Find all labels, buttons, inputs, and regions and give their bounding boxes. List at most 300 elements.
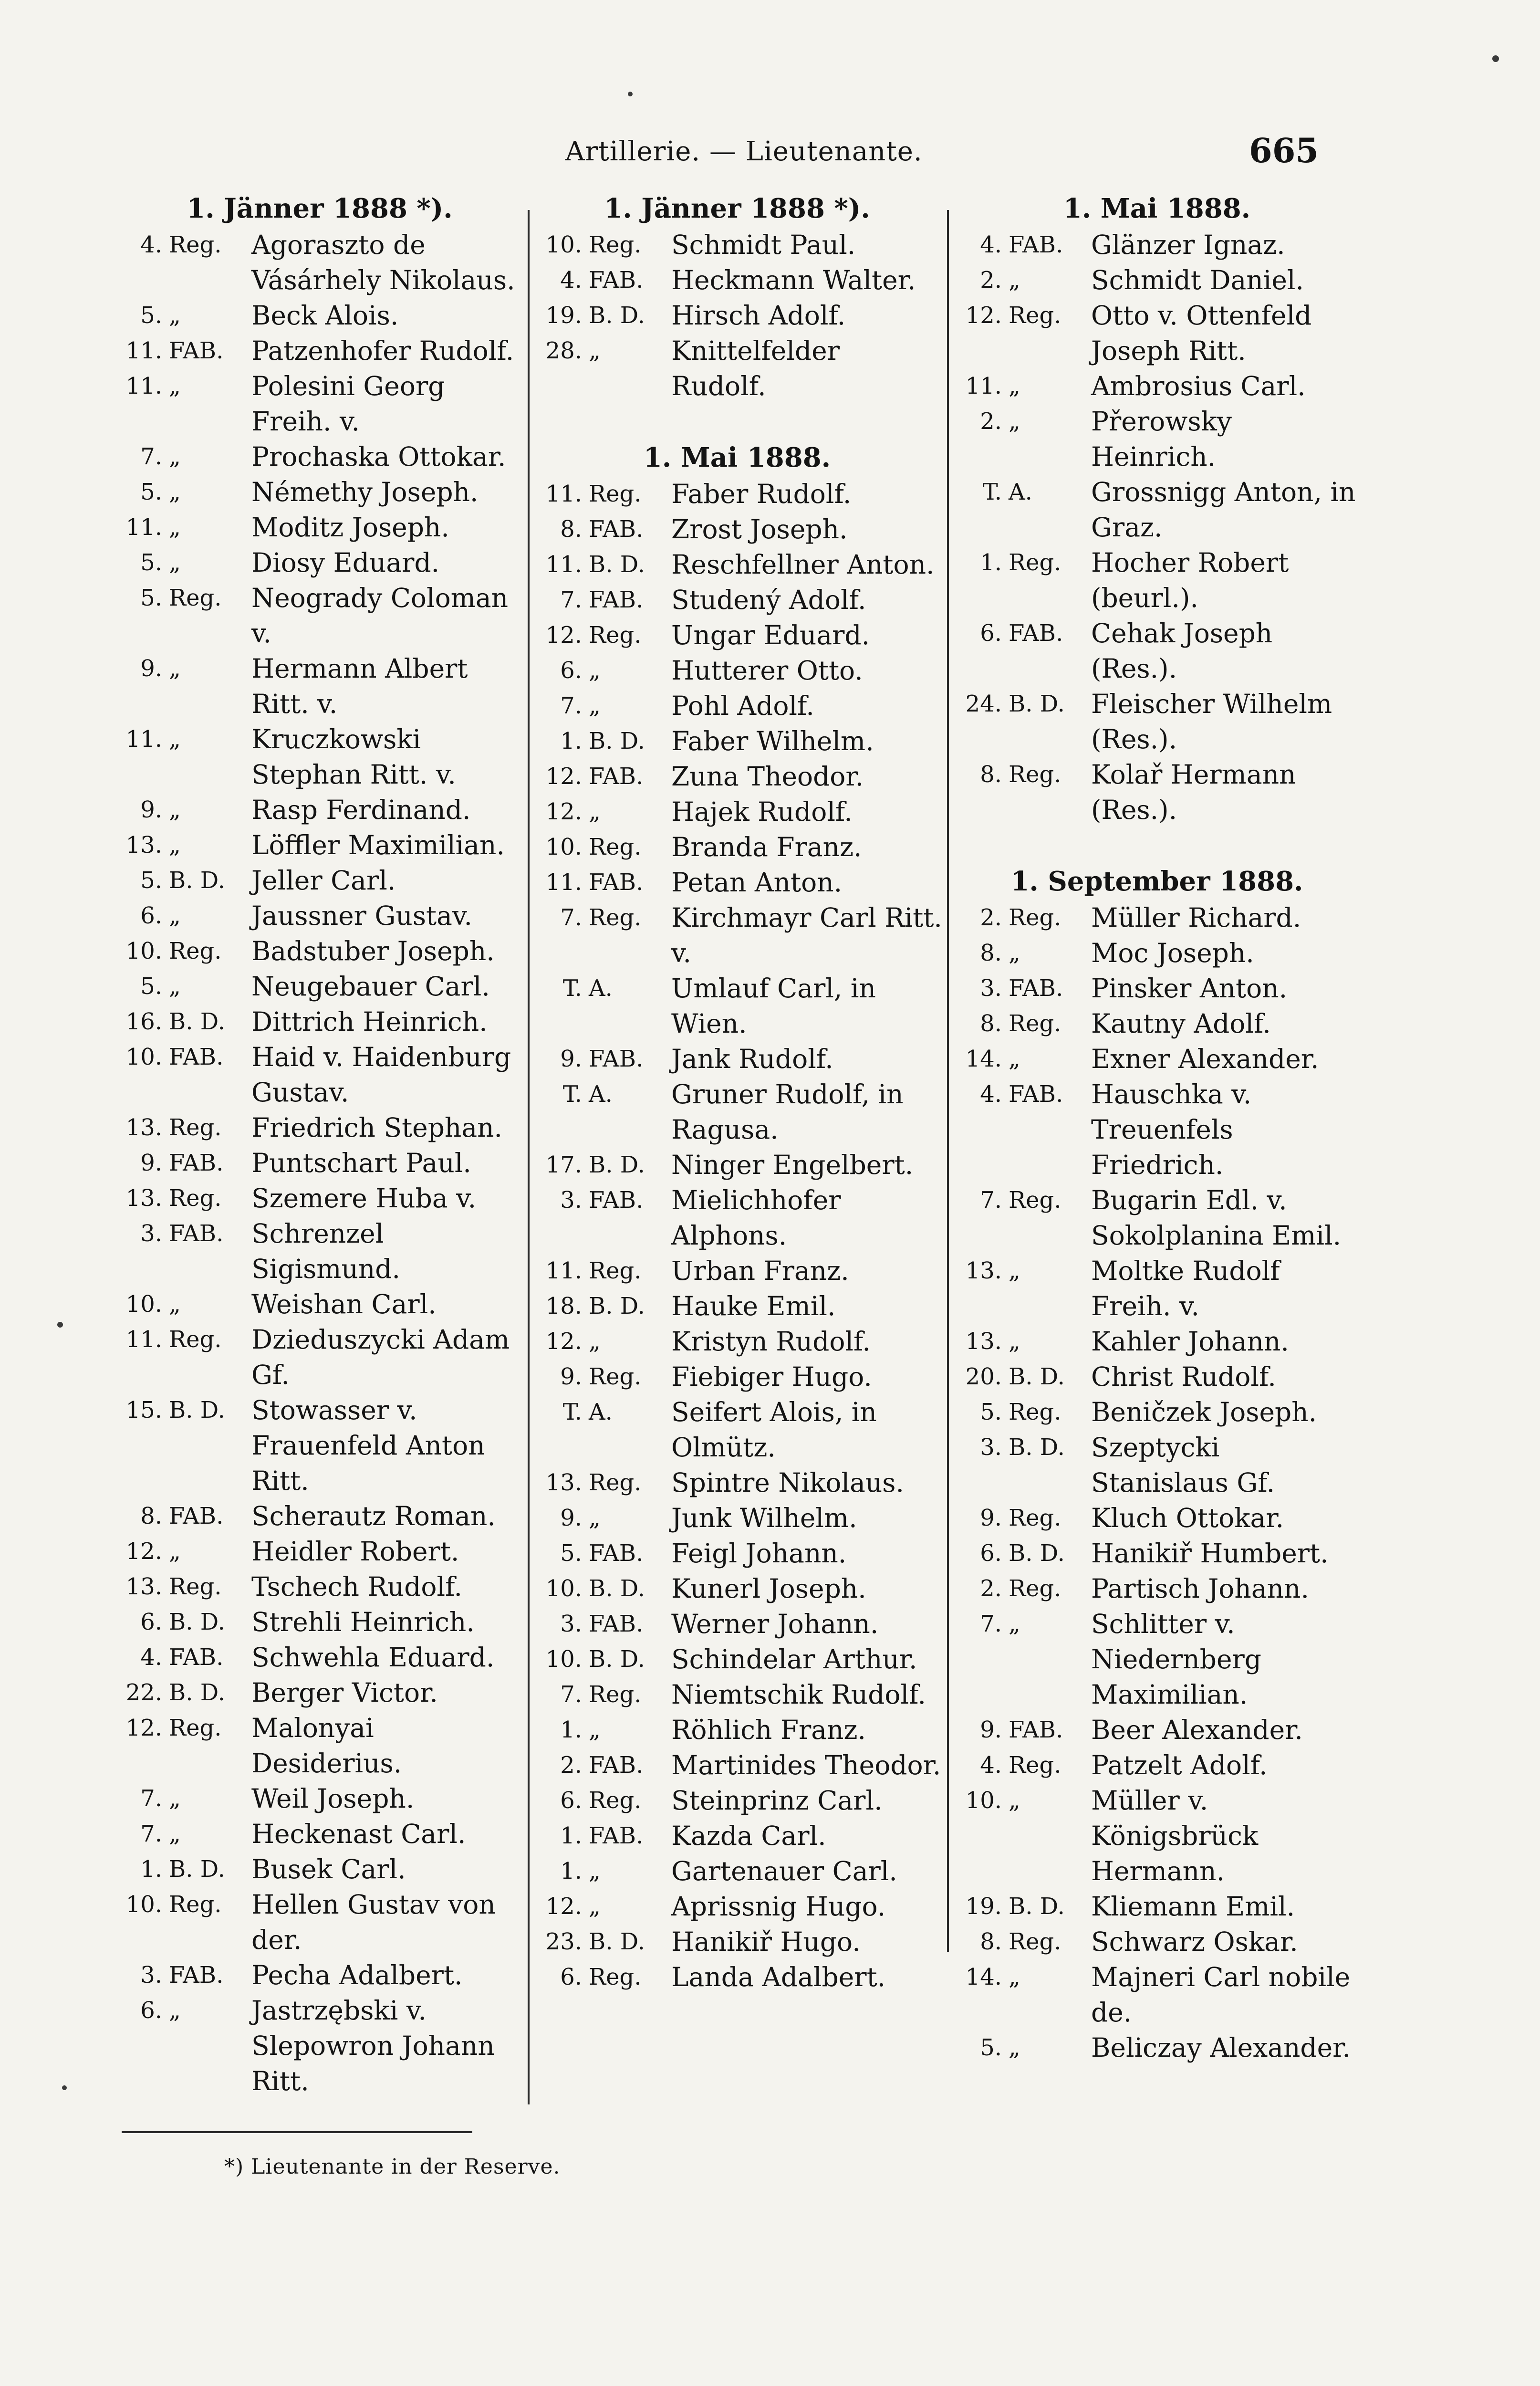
- entry-number: 6.: [140, 902, 162, 929]
- entry-number: 11.: [125, 726, 162, 753]
- entry-number: 6.: [560, 1964, 582, 1990]
- entry-unit: „: [589, 1716, 601, 1743]
- entry-unit: B. D.: [169, 1008, 225, 1035]
- entry-name: Steinprinz Carl.: [671, 1785, 883, 1816]
- entry-unit: „: [169, 902, 181, 929]
- entry-name: Hajek Rudolf.: [671, 796, 853, 827]
- entry-unit: B. D.: [589, 1151, 645, 1178]
- entry-name: Kolař Hermann (Res.).: [1091, 759, 1296, 825]
- entry-number: 9.: [140, 796, 162, 823]
- entry-name: Junk Wilhelm.: [671, 1503, 857, 1533]
- entry-name: Ninger Engelbert.: [671, 1150, 914, 1180]
- list-item: [112, 474, 527, 510]
- entry-number: 14.: [965, 1964, 1002, 1990]
- entry-number: 10.: [545, 834, 582, 860]
- list-item: [532, 1889, 942, 1924]
- entry-name: Kunerl Joseph.: [671, 1573, 866, 1604]
- entry-number: 6.: [980, 620, 1002, 647]
- entry-number: 11.: [125, 1326, 162, 1353]
- list-item: [532, 971, 942, 1041]
- entry-name: Schmidt Paul.: [671, 230, 856, 260]
- list-item: [532, 512, 942, 547]
- entry-unit: Reg.: [1009, 302, 1061, 329]
- entry-name: Umlauf Carl, in Wien.: [671, 973, 876, 1039]
- entry-name: Faber Wilhelm.: [671, 726, 874, 756]
- entry-number: 6.: [140, 1997, 162, 2024]
- entry-name: Moltke Rudolf Freih. v.: [1091, 1256, 1280, 1321]
- entry-number: 6.: [140, 1609, 162, 1635]
- entry-unit: „: [1009, 408, 1020, 435]
- entry-number: 20.: [965, 1363, 1002, 1390]
- entry-name: Szemere Huba v.: [251, 1183, 477, 1214]
- list-item: [532, 1536, 942, 1571]
- section-gap: [532, 404, 942, 440]
- list-item: [532, 1959, 942, 1995]
- entry-unit: „: [169, 973, 181, 1000]
- list-item: [532, 333, 942, 404]
- entry-number: T.: [562, 975, 582, 1002]
- column-2: [532, 191, 942, 1995]
- entry-unit: „: [169, 514, 181, 541]
- entry-name: Majneri Carl nobile de.: [1091, 1962, 1351, 2028]
- entry-unit: Reg.: [589, 481, 642, 507]
- entry-number: 7.: [560, 586, 582, 613]
- entry-name: Schrenzel Sigismund.: [251, 1218, 400, 1284]
- entry-unit: FAB.: [169, 1503, 224, 1529]
- list-item: [952, 1183, 1362, 1253]
- entry-number: 5.: [140, 302, 162, 329]
- entry-number: 11.: [125, 373, 162, 399]
- entry-number: 9.: [140, 655, 162, 682]
- entry-unit: „: [589, 337, 601, 364]
- entry-unit: B. D.: [589, 1575, 645, 1602]
- entry-unit: B. D.: [169, 867, 225, 894]
- entry-unit: Reg.: [169, 1715, 222, 1741]
- entry-number: 9.: [140, 1150, 162, 1176]
- column-divider: [947, 210, 949, 1952]
- entry-number: 10.: [125, 938, 162, 964]
- entry-number: 7.: [980, 1611, 1002, 1637]
- entry-number: 4.: [560, 267, 582, 293]
- ink-speck: [57, 1322, 63, 1328]
- entry-unit: „: [169, 796, 181, 823]
- entry-name: Scherautz Roman.: [251, 1501, 496, 1531]
- entry-unit: Reg.: [1009, 1399, 1061, 1425]
- entry-name: Gartenauer Carl.: [671, 1856, 897, 1886]
- list-item: [532, 829, 942, 865]
- entry-unit: B. D.: [169, 1856, 225, 1883]
- page-number: 665: [1249, 131, 1319, 170]
- entry-name: Agoraszto de Vásárhely Nikolaus.: [251, 230, 515, 295]
- entry-number: 5.: [980, 1399, 1002, 1425]
- entry-name: Röhlich Franz.: [671, 1715, 866, 1745]
- list-item: [952, 262, 1362, 298]
- list-item: [952, 900, 1362, 935]
- entry-name: Puntschart Paul.: [251, 1148, 471, 1178]
- entry-name: Landa Adalbert.: [671, 1962, 886, 1992]
- entry-name: Hirsch Adolf.: [671, 300, 846, 331]
- list-item: [112, 1322, 527, 1392]
- entry-number: 4.: [980, 1081, 1002, 1108]
- list-item: [532, 794, 942, 829]
- entry-name: Mielichhofer Alphons.: [671, 1185, 841, 1251]
- entry-number: 8.: [980, 940, 1002, 966]
- entry-name: Kluch Ottokar.: [1091, 1503, 1284, 1533]
- entry-unit: FAB.: [169, 1150, 224, 1176]
- entry-name: Neugebauer Carl.: [251, 971, 490, 1002]
- entry-unit: B. D.: [1009, 691, 1065, 717]
- entry-name: Fiebiger Hugo.: [671, 1361, 872, 1392]
- entry-unit: Reg.: [589, 1964, 642, 1990]
- list-item: [952, 1959, 1362, 2030]
- entry-number: 13.: [125, 1573, 162, 1600]
- section-heading: 1. September 1888.: [1010, 866, 1303, 897]
- entry-unit: FAB.: [169, 1644, 224, 1671]
- list-item: [532, 1642, 942, 1677]
- list-item: [952, 757, 1362, 827]
- entry-unit: „: [1009, 1257, 1020, 1284]
- section-heading: 1. Jänner 1888 *).: [604, 193, 870, 224]
- list-item: [532, 723, 942, 759]
- entry-unit: „: [589, 692, 601, 719]
- entry-number: 2.: [560, 1752, 582, 1779]
- entry-name: Werner Johann.: [671, 1609, 879, 1639]
- entry-number: 4.: [140, 231, 162, 258]
- entry-name: Hauschka v. Treuenfels Friedrich.: [1091, 1079, 1252, 1180]
- entry-unit: Reg.: [169, 1573, 222, 1600]
- entry-unit: FAB.: [589, 869, 644, 896]
- list-item: [532, 1465, 942, 1500]
- entry-number: 4.: [980, 231, 1002, 258]
- entry-number: 5.: [560, 1540, 582, 1567]
- entry-unit: A.: [589, 1081, 613, 1108]
- entry-number: 3.: [560, 1187, 582, 1214]
- section-heading: 1. Jänner 1888 *).: [187, 193, 453, 224]
- entry-number: T.: [562, 1081, 582, 1108]
- entry-number: 17.: [545, 1151, 582, 1178]
- entry-unit: B. D.: [1009, 1363, 1065, 1390]
- entry-name: Zrost Joseph.: [671, 514, 848, 544]
- entry-number: T.: [982, 479, 1002, 505]
- list-item: [112, 1852, 527, 1887]
- list-item: [952, 368, 1362, 404]
- entry-number: 9.: [560, 1363, 582, 1390]
- entry-name: Beer Alexander.: [1091, 1715, 1303, 1745]
- entry-unit: B. D.: [169, 1609, 225, 1635]
- entry-number: 5.: [140, 973, 162, 1000]
- entry-unit: FAB.: [1009, 1081, 1063, 1108]
- entry-number: 7.: [560, 692, 582, 719]
- list-item: [532, 1253, 942, 1288]
- entry-unit: „: [169, 443, 181, 470]
- entry-unit: FAB.: [589, 1540, 644, 1567]
- entry-name: Diosy Eduard.: [251, 547, 440, 578]
- entry-unit: B. D.: [169, 1397, 225, 1423]
- entry-unit: „: [1009, 1328, 1020, 1355]
- entry-name: Schindelar Arthur.: [671, 1644, 917, 1674]
- entry-unit: „: [169, 1538, 181, 1565]
- list-item: [532, 262, 942, 298]
- entry-number: 5.: [140, 867, 162, 894]
- entry-name: Moditz Joseph.: [251, 512, 449, 543]
- entry-name: Petan Anton.: [671, 867, 843, 898]
- list-item: [112, 1710, 527, 1781]
- entry-unit: „: [1009, 1046, 1020, 1072]
- entry-number: 12.: [125, 1538, 162, 1565]
- entry-unit: Reg.: [589, 231, 642, 258]
- list-item: [112, 1534, 527, 1569]
- entry-unit: FAB.: [589, 763, 644, 790]
- entry-unit: „: [169, 549, 181, 576]
- list-item: [532, 298, 942, 333]
- list-item: [112, 969, 527, 1004]
- entry-name: Kirchmayr Carl Ritt. v.: [671, 902, 942, 968]
- list-item: [112, 1887, 527, 1957]
- entry-name: Branda Franz.: [671, 832, 862, 862]
- entry-name: Jank Rudolf.: [671, 1044, 833, 1074]
- footnote: *) Lieutenante in der Reserve.: [224, 2155, 561, 2179]
- entry-unit: B. D.: [1009, 1893, 1065, 1920]
- entry-number: 12.: [545, 622, 582, 649]
- entry-unit: B. D.: [1009, 1434, 1065, 1461]
- list-item: [112, 827, 527, 863]
- entry-number: 10.: [545, 231, 582, 258]
- entry-name: Moc Joseph.: [1091, 938, 1254, 968]
- list-item: [532, 1606, 942, 1642]
- list-item: [952, 1324, 1362, 1359]
- entry-unit: B. D.: [589, 551, 645, 578]
- entry-unit: FAB.: [169, 1044, 224, 1070]
- entry-number: 3.: [980, 975, 1002, 1002]
- entry-name: Fleischer Wilhelm (Res.).: [1091, 689, 1332, 754]
- entry-number: 7.: [980, 1187, 1002, 1214]
- entry-unit: B. D.: [589, 1646, 645, 1673]
- entry-name: Heckmann Walter.: [671, 265, 916, 295]
- entry-name: Jaussner Gustav.: [251, 900, 472, 931]
- entry-name: Némethy Joseph.: [251, 477, 479, 507]
- list-item: [952, 404, 1362, 474]
- entry-name: Aprissnig Hugo.: [671, 1891, 886, 1922]
- list-item: [532, 476, 942, 512]
- ink-speck: [1492, 55, 1499, 62]
- entry-number: 10.: [545, 1646, 582, 1673]
- entry-unit: B. D.: [169, 1679, 225, 1706]
- entry-name: Weishan Carl.: [251, 1289, 437, 1319]
- list-item: [952, 1889, 1362, 1924]
- entry-name: Christ Rudolf.: [1091, 1361, 1276, 1392]
- list-item: [112, 439, 527, 474]
- entry-name: Tschech Rudolf.: [251, 1571, 463, 1602]
- list-item: [112, 1039, 527, 1110]
- list-item: [952, 1041, 1362, 1077]
- entry-name: Cehak Joseph (Res.).: [1091, 618, 1273, 684]
- entry-number: 12.: [545, 1893, 582, 1920]
- entry-number: 2.: [980, 1575, 1002, 1602]
- entry-unit: „: [169, 655, 181, 682]
- list-item: [952, 474, 1362, 545]
- entry-number: 8.: [980, 761, 1002, 788]
- entry-name: Hermann Albert Ritt. v.: [251, 653, 468, 719]
- entry-name: Rasp Ferdinand.: [251, 795, 471, 825]
- entry-unit: FAB.: [1009, 620, 1063, 647]
- list-item: [952, 935, 1362, 971]
- entry-name: Hellen Gustav von der.: [251, 1889, 496, 1955]
- list-item: [112, 863, 527, 898]
- list-item: [952, 1077, 1362, 1183]
- entry-unit: Reg.: [169, 1114, 222, 1141]
- entry-name: Busek Carl.: [251, 1854, 406, 1884]
- entry-number: 2.: [980, 904, 1002, 931]
- list-item: [532, 1324, 942, 1359]
- entry-unit: B. D.: [589, 1928, 645, 1955]
- entry-unit: „: [169, 726, 181, 753]
- entry-unit: FAB.: [169, 1962, 224, 1988]
- entry-number: 7.: [560, 904, 582, 931]
- entry-name: Müller v. Königsbrück Hermann.: [1091, 1785, 1259, 1886]
- entry-number: 5.: [140, 585, 162, 611]
- entry-number: 7.: [140, 1821, 162, 1847]
- entry-unit: Reg.: [589, 1363, 642, 1390]
- entry-number: 2.: [980, 408, 1002, 435]
- entry-name: Kahler Johann.: [1091, 1326, 1289, 1357]
- list-item: [952, 1783, 1362, 1889]
- entry-name: Schwarz Oskar.: [1091, 1926, 1298, 1957]
- list-item: [112, 545, 527, 580]
- entry-number: 9.: [980, 1505, 1002, 1531]
- list-item: [952, 298, 1362, 368]
- entry-unit: Reg.: [1009, 1187, 1061, 1214]
- list-item: [112, 898, 527, 933]
- entry-name: Beničzek Joseph.: [1091, 1397, 1317, 1427]
- entry-name: Kristyn Rudolf.: [671, 1326, 871, 1357]
- section-heading: 1. Mai 1888.: [1063, 193, 1251, 224]
- entry-unit: „: [589, 1328, 601, 1355]
- entry-unit: Reg.: [1009, 1010, 1061, 1037]
- entry-number: 9.: [980, 1716, 1002, 1743]
- entry-number: 16.: [125, 1008, 162, 1035]
- list-item: [532, 1924, 942, 1959]
- entry-name: Patzelt Adolf.: [1091, 1750, 1268, 1780]
- list-item: [112, 333, 527, 368]
- entry-number: 12.: [545, 763, 582, 790]
- entry-unit: Reg.: [589, 834, 642, 860]
- entry-number: 4.: [140, 1644, 162, 1671]
- entry-number: 10.: [545, 1575, 582, 1602]
- list-item: [532, 1147, 942, 1183]
- list-item: [532, 1041, 942, 1077]
- entry-unit: FAB.: [589, 1822, 644, 1849]
- entry-name: Dittrich Heinrich.: [251, 1006, 488, 1037]
- entry-name: Partisch Johann.: [1091, 1573, 1309, 1604]
- entry-unit: B. D.: [589, 1293, 645, 1319]
- entry-name: Ambrosius Carl.: [1091, 371, 1306, 401]
- entry-number: 8.: [980, 1928, 1002, 1955]
- entry-name: Glänzer Ignaz.: [1091, 230, 1285, 260]
- entry-number: 1.: [560, 1716, 582, 1743]
- entry-name: Patzenhofer Rudolf.: [251, 335, 514, 366]
- entry-unit: Reg.: [169, 231, 222, 258]
- entry-number: 10.: [125, 1044, 162, 1070]
- list-item: [952, 1571, 1362, 1606]
- entry-unit: FAB.: [589, 586, 644, 613]
- entry-name: Zuna Theodor.: [671, 761, 864, 792]
- list-item: [952, 227, 1362, 262]
- list-item: [112, 1287, 527, 1322]
- entry-name: Pinsker Anton.: [1091, 973, 1288, 1004]
- entry-number: 5.: [140, 479, 162, 505]
- entry-number: 1.: [980, 549, 1002, 576]
- entry-name: Grossnigg Anton, in Graz.: [1091, 477, 1356, 543]
- entry-name: Exner Alexander.: [1091, 1044, 1319, 1074]
- entry-number: 19.: [545, 302, 582, 329]
- entry-number: 11.: [125, 337, 162, 364]
- entry-name: Pohl Adolf.: [671, 691, 814, 721]
- column-1: [112, 191, 527, 2099]
- list-item: [112, 1640, 527, 1675]
- entry-name: Jeller Carl.: [251, 865, 396, 896]
- entry-unit: „: [169, 832, 181, 858]
- entry-name: Löffler Maximilian.: [251, 830, 505, 860]
- list-item: [952, 2030, 1362, 2065]
- entry-name: Hanikiř Humbert.: [1091, 1538, 1329, 1569]
- entry-unit: „: [589, 657, 601, 684]
- entry-unit: FAB.: [169, 1220, 224, 1247]
- list-item: [532, 1853, 942, 1889]
- list-item: [532, 582, 942, 617]
- list-item: [532, 1183, 942, 1253]
- entry-unit: „: [1009, 1611, 1020, 1637]
- list-item: [532, 1712, 942, 1748]
- entry-name: Hocher Robert (beurl.).: [1091, 547, 1289, 613]
- list-item: [532, 1500, 942, 1536]
- entry-number: 12.: [965, 302, 1002, 329]
- list-item: [112, 1145, 527, 1181]
- entry-unit: Reg.: [1009, 761, 1061, 788]
- entry-number: 15.: [125, 1397, 162, 1423]
- entry-unit: FAB.: [1009, 231, 1063, 258]
- list-item: [112, 1004, 527, 1039]
- entry-name: Bugarin Edl. v. Sokolplanina Emil.: [1091, 1185, 1342, 1251]
- entry-unit: FAB.: [589, 516, 644, 543]
- entry-name: Hutterer Otto.: [671, 655, 863, 686]
- entry-name: Berger Victor.: [251, 1677, 438, 1708]
- entry-unit: FAB.: [589, 267, 644, 293]
- entry-name: Weil Joseph.: [251, 1783, 415, 1814]
- list-item: [112, 1816, 527, 1852]
- entry-unit: Reg.: [169, 1185, 222, 1212]
- entry-name: Schmidt Daniel.: [1091, 265, 1304, 295]
- list-item: [112, 651, 527, 722]
- entry-name: Beliczay Alexander.: [1091, 2032, 1351, 2063]
- entry-unit: „: [589, 1858, 601, 1884]
- list-item: [112, 1392, 527, 1498]
- list-item: [112, 792, 527, 827]
- running-head: Artillerie. — Lieutenante.: [565, 136, 923, 167]
- entry-number: 13.: [125, 1114, 162, 1141]
- list-item: [952, 1500, 1362, 1536]
- entry-number: 11.: [545, 481, 582, 507]
- entry-number: 6.: [980, 1540, 1002, 1567]
- ink-speck: [628, 92, 633, 96]
- entry-number: 6.: [560, 657, 582, 684]
- entry-number: 1.: [560, 1858, 582, 1884]
- entry-name: Schwehla Eduard.: [251, 1642, 495, 1673]
- entry-number: 10.: [125, 1291, 162, 1318]
- entry-number: 11.: [965, 373, 1002, 399]
- entry-unit: B. D.: [589, 302, 645, 329]
- entry-name: Müller Richard.: [1091, 902, 1301, 933]
- entry-name: Dzieduszycki Adam Gf.: [251, 1324, 510, 1390]
